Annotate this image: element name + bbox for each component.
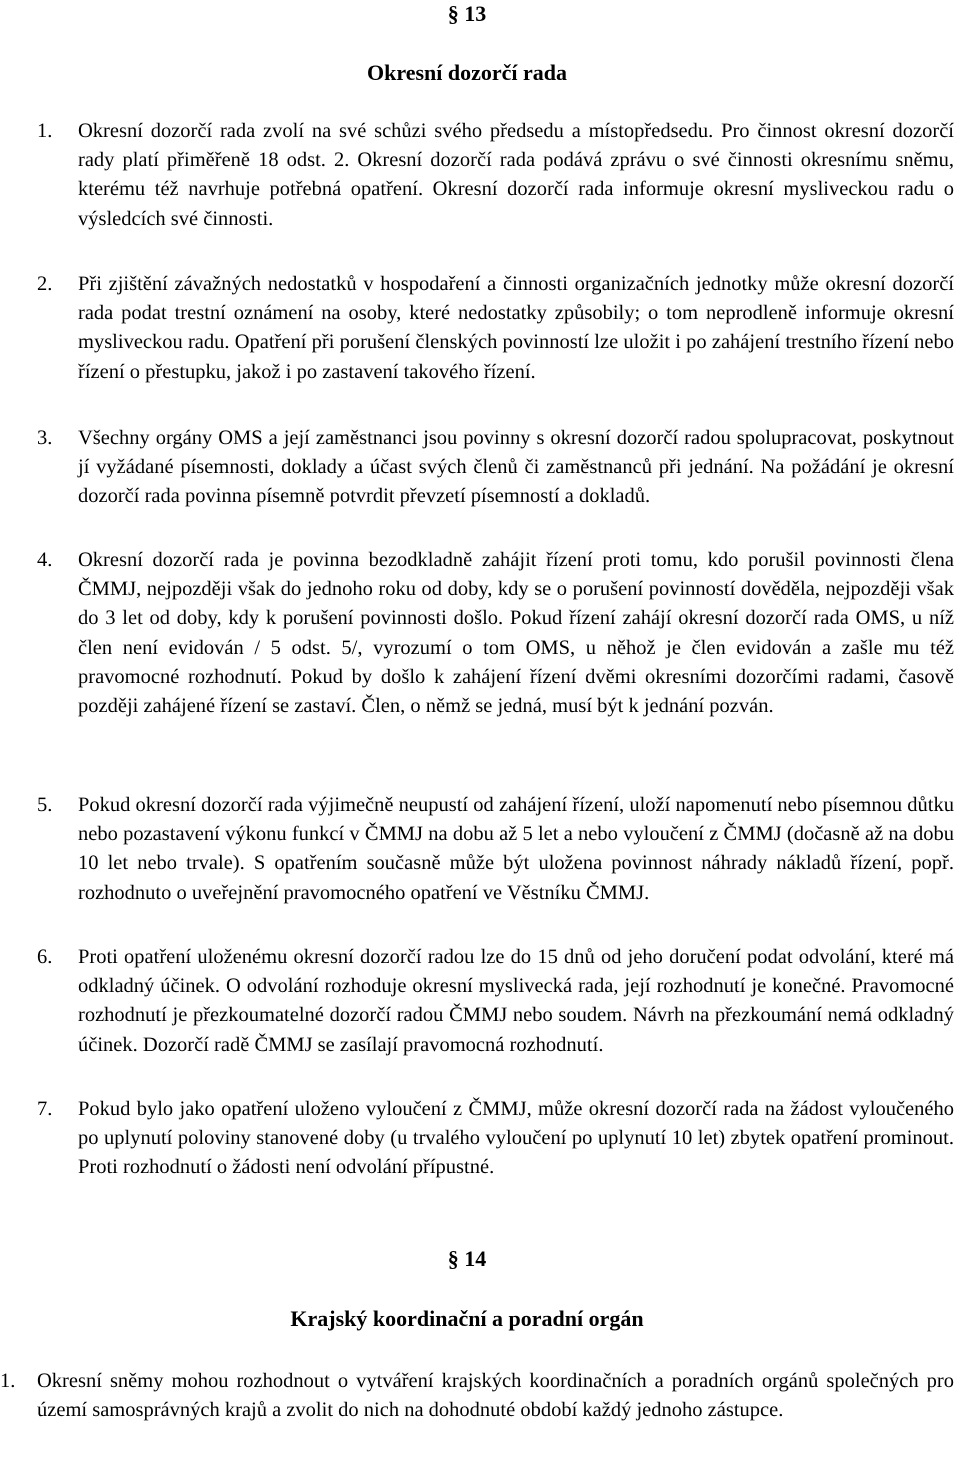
item-text: Okresní dozorčí rada zvolí na své schůzi svého předsedu a místopředsedu. Pro činnost okresní dozorčí rady platí přiměřeně 18 odst. 2. Okresní dozorčí rada podává zprávu o své činnosti okresnímu sněmu, kterému též navrhuje potřebná opatření. Okresní dozorčí rada informuje okresní mysliveckou radu o výsledcích své činnosti.	[78, 120, 954, 230]
section-14-item-1	[0, 1367, 954, 1425]
item-number: 1.	[0, 1370, 16, 1392]
section-13-number: § 13	[447, 1, 487, 26]
item-text: Pokud bylo jako opatření uloženo vyloučení z ČMMJ, může okresní dozorčí rada na žádost vyloučeného po uplynutí poloviny stanovené doby (u trvalého vyloučení po uplynutí 10 let) zbytek opatření prominout. Proti rozhodnutí o žádosti není odvolání přípustné.	[78, 1098, 954, 1179]
item-number: 4.	[37, 549, 53, 571]
item-number: 2.	[37, 273, 53, 295]
item-text: Okresní dozorčí rada je povinna bezodkladně zahájit řízení proti tomu, kdo porušil povinnosti člena ČMMJ, nejpozději však do jednoho roku od doby, kdy se o porušení povinností dověděla, nejpozději však do 3 let od doby, kdy k porušení povinnosti došlo. Pokud řízení zahájí okresní dozorčí rada OMS, u níž člen není evidován / 5 odst. 5/, vyrozumí o tom OMS, u něhož je člen evidován a zašle mu též pravomocné rozhodnutí. Pokud by došlo k zahájení řízení dvěmi okresními dozorčími radami, časově později zahájené řízení se zastaví. Člen, o němž se jedná, musí být k jednání pozván.	[78, 549, 954, 718]
section-14-title: Krajský koordinační a poradní orgán	[290, 1306, 644, 1331]
item-number: 1.	[37, 120, 53, 142]
section-14-number: § 14	[447, 1246, 487, 1271]
item-number: 7.	[37, 1098, 53, 1120]
section-13-item-7	[37, 1095, 954, 1183]
section-13-item-4	[37, 546, 954, 721]
item-number: 6.	[37, 946, 53, 968]
item-text: Pokud okresní dozorčí rada výjimečně neupustí od zahájení řízení, uloží napomenutí nebo písemnou důtku nebo pozastavení výkonu funkcí v ČMMJ na dobu až 5 let a nebo vyloučení z ČMMJ (dočasně až na dobu 10 let nebo trvale). S opatřením současně může být uložena povinnost náhrady nákladů řízení, popř. rozhodnuto o uveřejnění pravomocného opatření ve Věstníku ČMMJ.	[78, 794, 954, 904]
section-13-item-2	[37, 270, 954, 387]
item-text: Okresní sněmy mohou rozhodnout o vytváření krajských koordinačních a poradních orgánů společných pro území samosprávných krajů a zvolit do nich na dohodnuté období každý jednoho zástupce.	[37, 1370, 954, 1422]
item-text: Všechny orgány OMS a její zaměstnanci jsou povinny s okresní dozorčí radou spolupracovat, poskytnout jí vyžádané písemnosti, doklady a účast svých členů či zaměstnanců při jednání. Na požádání je okresní dozorčí rada povinna písemně potvrdit převzetí písemností a dokladů.	[78, 427, 954, 508]
item-text: Při zjištění závažných nedostatků v hospodaření a činnosti organizačních jednotky může okresní dozorčí rada podat trestní oznámení na osoby, které nedostatky způsobily; o tom neprodleně informuje okresní mysliveckou radu. Opatření při porušení členských povinností lze uložit i po zahájení trestního řízení nebo řízení o přestupku, jakož i po zastavení takového řízení.	[78, 273, 954, 383]
item-text: Proti opatření uloženému okresní dozorčí radou lze do 15 dnů od jeho doručení podat odvolání, které má odkladný účinek. O odvolání rozhoduje okresní myslivecká rada, její rozhodnutí je konečné. Pravomocné rozhodnutí je přezkoumatelné dozorčí radou ČMMJ nebo soudem. Návrh na přezkoumání nemá odkladný účinek. Dozorčí radě ČMMJ se zasílají pravomocná rozhodnutí.	[78, 946, 954, 1056]
section-13-item-6	[37, 943, 954, 1060]
section-13-title: Okresní dozorčí rada	[366, 60, 568, 85]
item-number: 5.	[37, 794, 53, 816]
section-13-item-5	[37, 791, 954, 908]
section-13-item-1	[37, 117, 954, 234]
section-13-item-3	[37, 424, 954, 512]
item-number: 3.	[37, 427, 53, 449]
